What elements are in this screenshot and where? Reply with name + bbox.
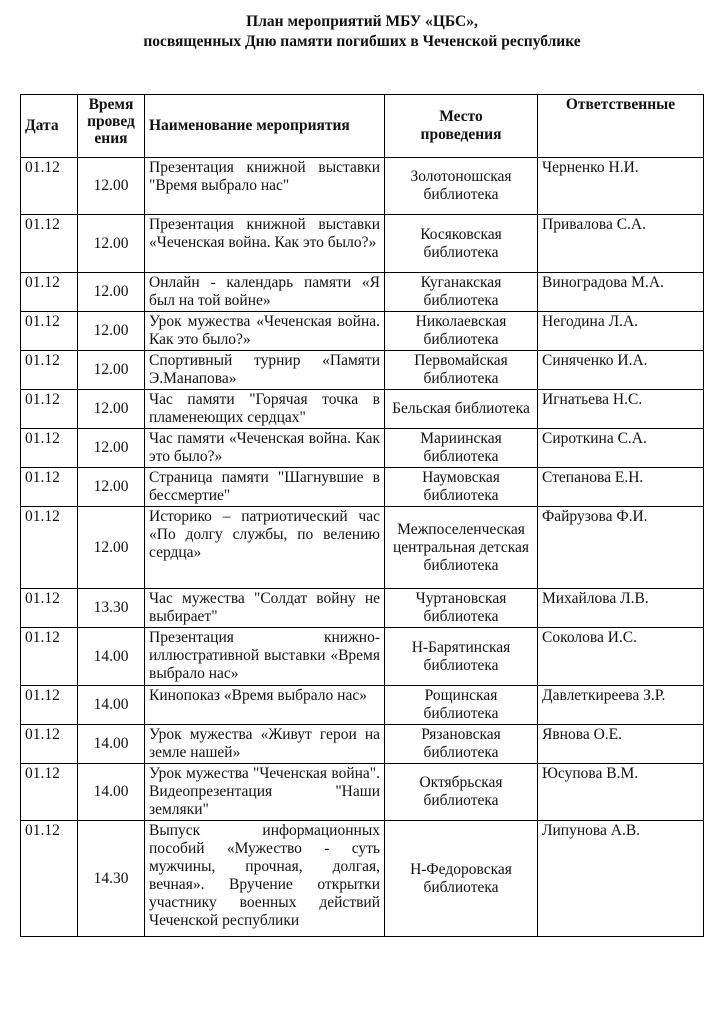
cell-time: 12.00 — [78, 158, 145, 215]
cell-responsible: Игнатьева Н.С. — [538, 390, 704, 429]
title-line-2: посвященных Дню памяти погибших в Чеченской республике — [143, 33, 581, 50]
cell-date: 01.12 — [21, 158, 78, 215]
cell-responsible: Привалова С.А. — [538, 215, 704, 273]
cell-time: 14.30 — [78, 821, 145, 937]
cell-responsible: Давлеткиреева З.Р. — [538, 686, 704, 725]
table-row — [21, 725, 704, 764]
table-row — [21, 273, 704, 312]
cell-place: Косяковская библиотека — [385, 215, 538, 273]
cell-event-name: Урок мужества "Чеченская война". Видеопрезентация "Наши земляки" — [145, 764, 385, 821]
cell-responsible: Явнова О.Е. — [538, 725, 704, 764]
cell-responsible: Негодина Л.А. — [538, 312, 704, 351]
cell-time: 14.00 — [78, 628, 145, 686]
document-title — [0, 12, 724, 52]
cell-place: Н-Федоровская библиотека — [385, 821, 538, 937]
cell-place: Куганакская библиотека — [385, 273, 538, 312]
header-date: Дата — [21, 95, 78, 158]
cell-date: 01.12 — [21, 312, 78, 351]
cell-event-name: Кинопоказ «Время выбрало нас» — [145, 686, 385, 725]
cell-place: Рощинская библиотека — [385, 686, 538, 725]
cell-responsible: Файрузова Ф.И. — [538, 507, 704, 589]
cell-event-name: Презентация книжно-иллюстративной выставки «Время выбрало нас» — [145, 628, 385, 686]
cell-place: Наумовская библиотека — [385, 468, 538, 507]
cell-date: 01.12 — [21, 351, 78, 390]
cell-place: Николаевская библиотека — [385, 312, 538, 351]
cell-place: Рязановская библиотека — [385, 725, 538, 764]
cell-responsible: Черненко Н.И. — [538, 158, 704, 215]
table-row — [21, 821, 704, 937]
cell-date: 01.12 — [21, 215, 78, 273]
table-row — [21, 764, 704, 821]
header-place: Место проведения — [385, 95, 538, 158]
cell-date: 01.12 — [21, 390, 78, 429]
cell-event-name: Час памяти «Чеченская война. Как это было?» — [145, 429, 385, 468]
cell-place: Бельская библиотека — [385, 390, 538, 429]
cell-event-name: Онлайн - календарь памяти «Я был на той войне» — [145, 273, 385, 312]
cell-responsible: Михайлова Л.В. — [538, 589, 704, 628]
table-row — [21, 589, 704, 628]
cell-responsible: Синяченко И.А. — [538, 351, 704, 390]
cell-event-name: Урок мужества «Чеченская война. Как это было?» — [145, 312, 385, 351]
cell-date: 01.12 — [21, 507, 78, 589]
cell-time: 12.00 — [78, 351, 145, 390]
cell-place: Н-Барятинская библиотека — [385, 628, 538, 686]
header-time: Время провед ения — [78, 95, 145, 158]
cell-date: 01.12 — [21, 725, 78, 764]
cell-responsible: Липунова А.В. — [538, 821, 704, 937]
cell-place: Межпоселенческая центральная детская библиотека — [385, 507, 538, 589]
table-row — [21, 468, 704, 507]
cell-place: Первомайская библиотека — [385, 351, 538, 390]
cell-date: 01.12 — [21, 821, 78, 937]
cell-responsible: Соколова И.С. — [538, 628, 704, 686]
table-row — [21, 686, 704, 725]
cell-time: 12.00 — [78, 215, 145, 273]
cell-place: Мариинская библиотека — [385, 429, 538, 468]
cell-time: 12.00 — [78, 429, 145, 468]
cell-event-name: Историко – патриотический час «По долгу службы, по велению сердца» — [145, 507, 385, 589]
cell-event-name: Час памяти "Горячая точка в пламенеющих сердцах" — [145, 390, 385, 429]
cell-event-name: Урок мужества «Живут герои на земле нашей» — [145, 725, 385, 764]
cell-event-name: Презентация книжной выставки "Время выбрало нас" — [145, 158, 385, 215]
cell-place: Золотоношская библиотека — [385, 158, 538, 215]
table-row — [21, 215, 704, 273]
cell-date: 01.12 — [21, 589, 78, 628]
cell-time: 13.30 — [78, 589, 145, 628]
table-row — [21, 507, 704, 589]
table-header-row — [21, 95, 704, 158]
cell-responsible: Виноградова М.А. — [538, 273, 704, 312]
cell-date: 01.12 — [21, 628, 78, 686]
cell-time: 14.00 — [78, 764, 145, 821]
cell-time: 12.00 — [78, 507, 145, 589]
table-row — [21, 158, 704, 215]
cell-place: Чуртановская библиотека — [385, 589, 538, 628]
cell-time: 14.00 — [78, 686, 145, 725]
table-row — [21, 351, 704, 390]
header-responsible: Ответственные — [538, 95, 704, 158]
cell-event-name: Презентация книжной выставки «Чеченская война. Как это было?» — [145, 215, 385, 273]
cell-time: 14.00 — [78, 725, 145, 764]
cell-responsible: Степанова Е.Н. — [538, 468, 704, 507]
cell-date: 01.12 — [21, 429, 78, 468]
table-row — [21, 390, 704, 429]
cell-event-name: Спортивный турнир «Памяти Э.Манапова» — [145, 351, 385, 390]
cell-event-name: Выпуск информационных пособий «Мужество - суть мужчины, прочная, долгая, вечная». Вручение открытки участнику военных действий Чеченской республики — [145, 821, 385, 937]
cell-date: 01.12 — [21, 686, 78, 725]
cell-time: 12.00 — [78, 312, 145, 351]
table-row — [21, 312, 704, 351]
cell-responsible: Сироткина С.А. — [538, 429, 704, 468]
cell-time: 12.00 — [78, 273, 145, 312]
cell-place: Октябрьская библиотека — [385, 764, 538, 821]
cell-time: 12.00 — [78, 468, 145, 507]
table-row — [21, 429, 704, 468]
header-name: Наименование мероприятия — [145, 95, 385, 158]
cell-date: 01.12 — [21, 468, 78, 507]
cell-responsible: Юсупова В.М. — [538, 764, 704, 821]
cell-event-name: Страница памяти "Шагнувшие в бессмертие" — [145, 468, 385, 507]
cell-event-name: Час мужества "Солдат войну не выбирает" — [145, 589, 385, 628]
events-table — [20, 94, 704, 937]
table-row — [21, 628, 704, 686]
cell-date: 01.12 — [21, 764, 78, 821]
cell-date: 01.12 — [21, 273, 78, 312]
title-line-1: План мероприятий МБУ «ЦБС», — [246, 13, 478, 30]
cell-time: 12.00 — [78, 390, 145, 429]
